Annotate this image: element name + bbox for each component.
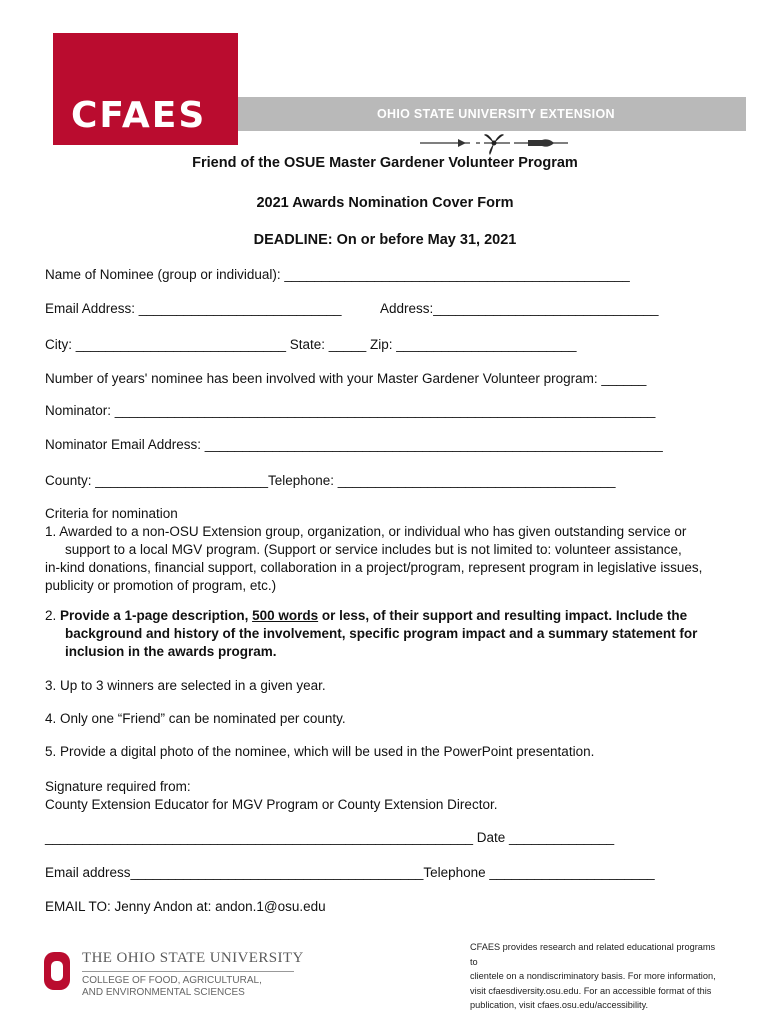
criteria-item-1-line-2: support to a local MGV program. (Support or service includes but is not limited to: volunteer assistance, (65, 542, 682, 557)
county-telephone-field[interactable]: County: _______________________Telephone: _____________________________________ (45, 473, 616, 488)
statement-line-1: CFAES provides research and related educational programs to (470, 942, 716, 967)
nominee-field[interactable]: Name of Nominee (group or individual): ______________________________________________ (45, 267, 630, 282)
criteria-item-2-rest: background and history of the involvement, specific program impact and a summary statement for inclusion in the awards program. (65, 626, 698, 659)
email-address-field[interactable]: Email Address: ___________________________ (45, 301, 342, 316)
criteria-item-5: 5. Provide a digital photo of the nominee, which will be used in the PowerPoint presentation. (45, 744, 595, 759)
criteria-section (45, 505, 725, 595)
form-subtitle: 2021 Awards Nomination Cover Form (256, 195, 514, 211)
form-title: Friend of the OSUE Master Gardener Volunteer Program (192, 155, 578, 171)
cfaes-logo (53, 33, 238, 145)
criteria-item-2 (45, 607, 725, 661)
signature-who: County Extension Educator for MGV Program or County Extension Director. (45, 797, 498, 812)
osu-logo (44, 946, 304, 1006)
criteria-item-2-number: 2. (45, 608, 61, 623)
nominator-email-field[interactable]: Nominator Email Address: _____________________________________________________________ (45, 437, 663, 452)
signature-email-telephone-line[interactable]: Email address_______________________________________Telephone ______________________ (45, 865, 655, 880)
years-involved-field[interactable]: Number of years' nominee has been involved with your Master Gardener Volunteer program: ______ (45, 371, 647, 386)
college-name-line-1: COLLEGE OF FOOD, AGRICULTURAL, (82, 975, 262, 986)
criteria-item-1-rest: in-kind donations, financial support, collaboration in a project/program, represent program in legislative issues, publicity or promotion of program, etc.) (45, 560, 703, 593)
address-field[interactable]: Address:______________________________ (380, 301, 659, 316)
statement-line-3: visit cfaesdiversity.osu.edu. For an accessible format of this (470, 985, 712, 996)
nominator-field[interactable]: Nominator: ________________________________________________________________________ (45, 403, 656, 418)
statement-line-2: clientele on a nondiscriminatory basis. For more information, (470, 971, 716, 981)
signature-required: Signature required from: (45, 779, 191, 794)
cfaes-logo-text: CFAES (71, 95, 207, 136)
criteria-item-1-line-1: 1. Awarded to a non-OSU Extension group, organization, or individual who has given outstanding service or (45, 524, 687, 539)
city-state-zip-field[interactable]: City: ____________________________ State: _____ Zip: ________________________ (45, 337, 577, 352)
email-to: EMAIL TO: Jenny Andon at: andon.1@osu.edu (45, 899, 326, 914)
statement-line-4: publication, visit cfaes.osu.edu/accessibility. (470, 1000, 649, 1010)
extension-banner-text: OHIO STATE UNIVERSITY EXTENSION (377, 107, 615, 121)
college-name-line-2: AND ENVIRONMENTAL SCIENCES (82, 987, 245, 998)
criteria-item-2-text-b: or less, of their support and resulting impact. Include the (318, 608, 688, 623)
criteria-item-2-text-a: Provide a 1-page description, (60, 608, 253, 623)
extension-banner (238, 97, 746, 131)
criteria-heading: Criteria for nomination (45, 506, 178, 521)
college-name (82, 975, 262, 999)
nondiscrimination-statement (470, 940, 720, 1013)
block-o-icon (44, 952, 70, 990)
criteria-item-4: 4. Only one “Friend” can be nominated per county. (45, 711, 346, 726)
university-name: THE OHIO STATE UNIVERSITY (82, 950, 304, 966)
signature-date-line[interactable]: _________________________________________________________ Date ______________ (45, 830, 615, 845)
deadline: DEADLINE: On or before May 31, 2021 (253, 232, 517, 248)
criteria-item-2-underlined: 500 words (252, 608, 319, 623)
logo-divider (82, 971, 294, 972)
criteria-item-3: 3. Up to 3 winners are selected in a given year. (45, 678, 326, 693)
plant-ornament-icon (418, 129, 570, 157)
